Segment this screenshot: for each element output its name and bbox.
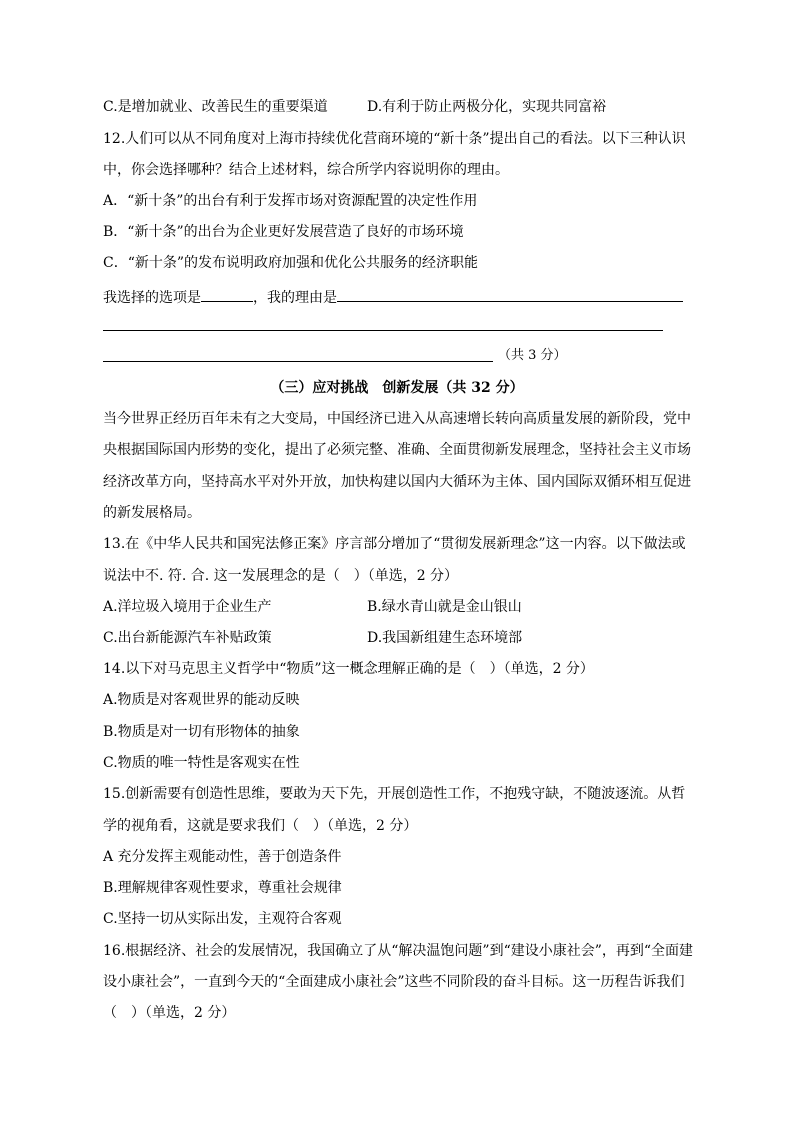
q12-reason-line2[interactable]	[103, 330, 663, 331]
q16-stem-line1: 16.根据经济、社会的发展情况，我国确立了从“解决温饱问题”到“建设小康社会”，再到“全面建	[103, 943, 694, 959]
q13-stem-line2: 说法中不. 符. 合. 这一发展理念的是（ ）（单选，2 分）	[103, 568, 459, 584]
q15-stem-line2: 学的视角看，这就是要求我们（ ）（单选，2 分）	[103, 818, 418, 834]
q12-answer-middle: ，我的理由是	[253, 290, 337, 306]
q12-option-a: A．“新十条”的出台有利于发挥市场对资源配置的决定性作用	[103, 193, 478, 209]
q12-reason-blank[interactable]	[337, 286, 683, 302]
section3-intro-line1: 当今世界正经历百年未有之大变局，中国经济已进入从高速增长转向高质量发展的新阶段，党中	[103, 411, 691, 427]
section3-heading: （三）应对挑战 创新发展（共 32 分）	[270, 380, 524, 396]
section3-intro-line2: 央根据国际国内形势的变化，提出了必须完整、准确、全面贯彻新发展理念，坚持社会主义市场	[103, 442, 691, 458]
q13-option-a: A.洋垃圾入境用于企业生产	[103, 599, 272, 615]
q13-option-c: C.出台新能源汽车补贴政策	[103, 630, 272, 646]
q12-stem-line1: 12.人们可以从不同角度对上海市持续优化营商环境的“新十条”提出自己的看法。以下三种认识	[103, 131, 686, 147]
q12-answer-prefix: 我选择的选项是	[103, 290, 201, 306]
q14-option-b: B.物质是对一切有形物体的抽象	[103, 724, 300, 740]
q16-stem-line3: （ ）（单选，2 分）	[103, 1005, 236, 1021]
q14-option-c: C.物质的唯一特性是客观实在性	[103, 755, 300, 771]
q12-score: （共 3 分）	[498, 348, 567, 363]
q14-stem: 14.以下对马克思主义哲学中“物质”这一概念理解正确的是（ ）（单选，2 分）	[103, 661, 594, 677]
q13-option-b: B.绿水青山就是金山银山	[367, 599, 522, 615]
q14-option-a: A.物质是对客观世界的能动反映	[103, 692, 300, 708]
section3-intro-line3: 经济改革方向，坚持高水平对外开放，加快构建以国内大循环为主体、国内国际双循环相互促进	[103, 474, 691, 490]
q11-option-c: C.是增加就业、改善民生的重要渠道	[103, 99, 328, 115]
section3-intro-line4: 的新发展格局。	[103, 505, 201, 521]
q13-option-d: D.我国新组建生态环境部	[367, 630, 523, 646]
q12-choice-blank[interactable]	[201, 286, 253, 302]
q15-option-a: A 充分发挥主观能动性，善于创造条件	[103, 849, 342, 865]
q15-option-c: C.坚持一切从实际出发，主观符合客观	[103, 911, 342, 927]
q12-option-c: C．“新十条”的发布说明政府加强和优化公共服务的经济职能	[103, 255, 479, 271]
q11-option-d: D.有利于防止两极分化，实现共同富裕	[367, 99, 607, 115]
q12-stem-line2: 中，你会选择哪种？结合上述材料，综合所学内容说明你的理由。	[103, 162, 509, 178]
q12-option-b: B．“新十条”的出台为企业更好发展营造了良好的市场环境	[103, 224, 464, 240]
q12-answer-line	[103, 286, 683, 304]
q15-option-b: B.理解规律客观性要求，尊重社会规律	[103, 880, 342, 896]
q15-stem-line1: 15.创新需要有创造性思维，要敢为天下先，开展创造性工作，不抱残守缺，不随波逐流。从哲	[103, 786, 686, 802]
q16-stem-line2: 设小康社会”，一直到今天的“全面建成小康社会”这些不同阶段的奋斗目标。这一历程告诉我们	[103, 974, 685, 990]
q13-stem-line1: 13.在《中华人民共和国宪法修正案》序言部分增加了“贯彻发展新理念”这一内容。以下做法或	[103, 536, 686, 552]
q12-reason-line3[interactable]	[103, 361, 493, 362]
